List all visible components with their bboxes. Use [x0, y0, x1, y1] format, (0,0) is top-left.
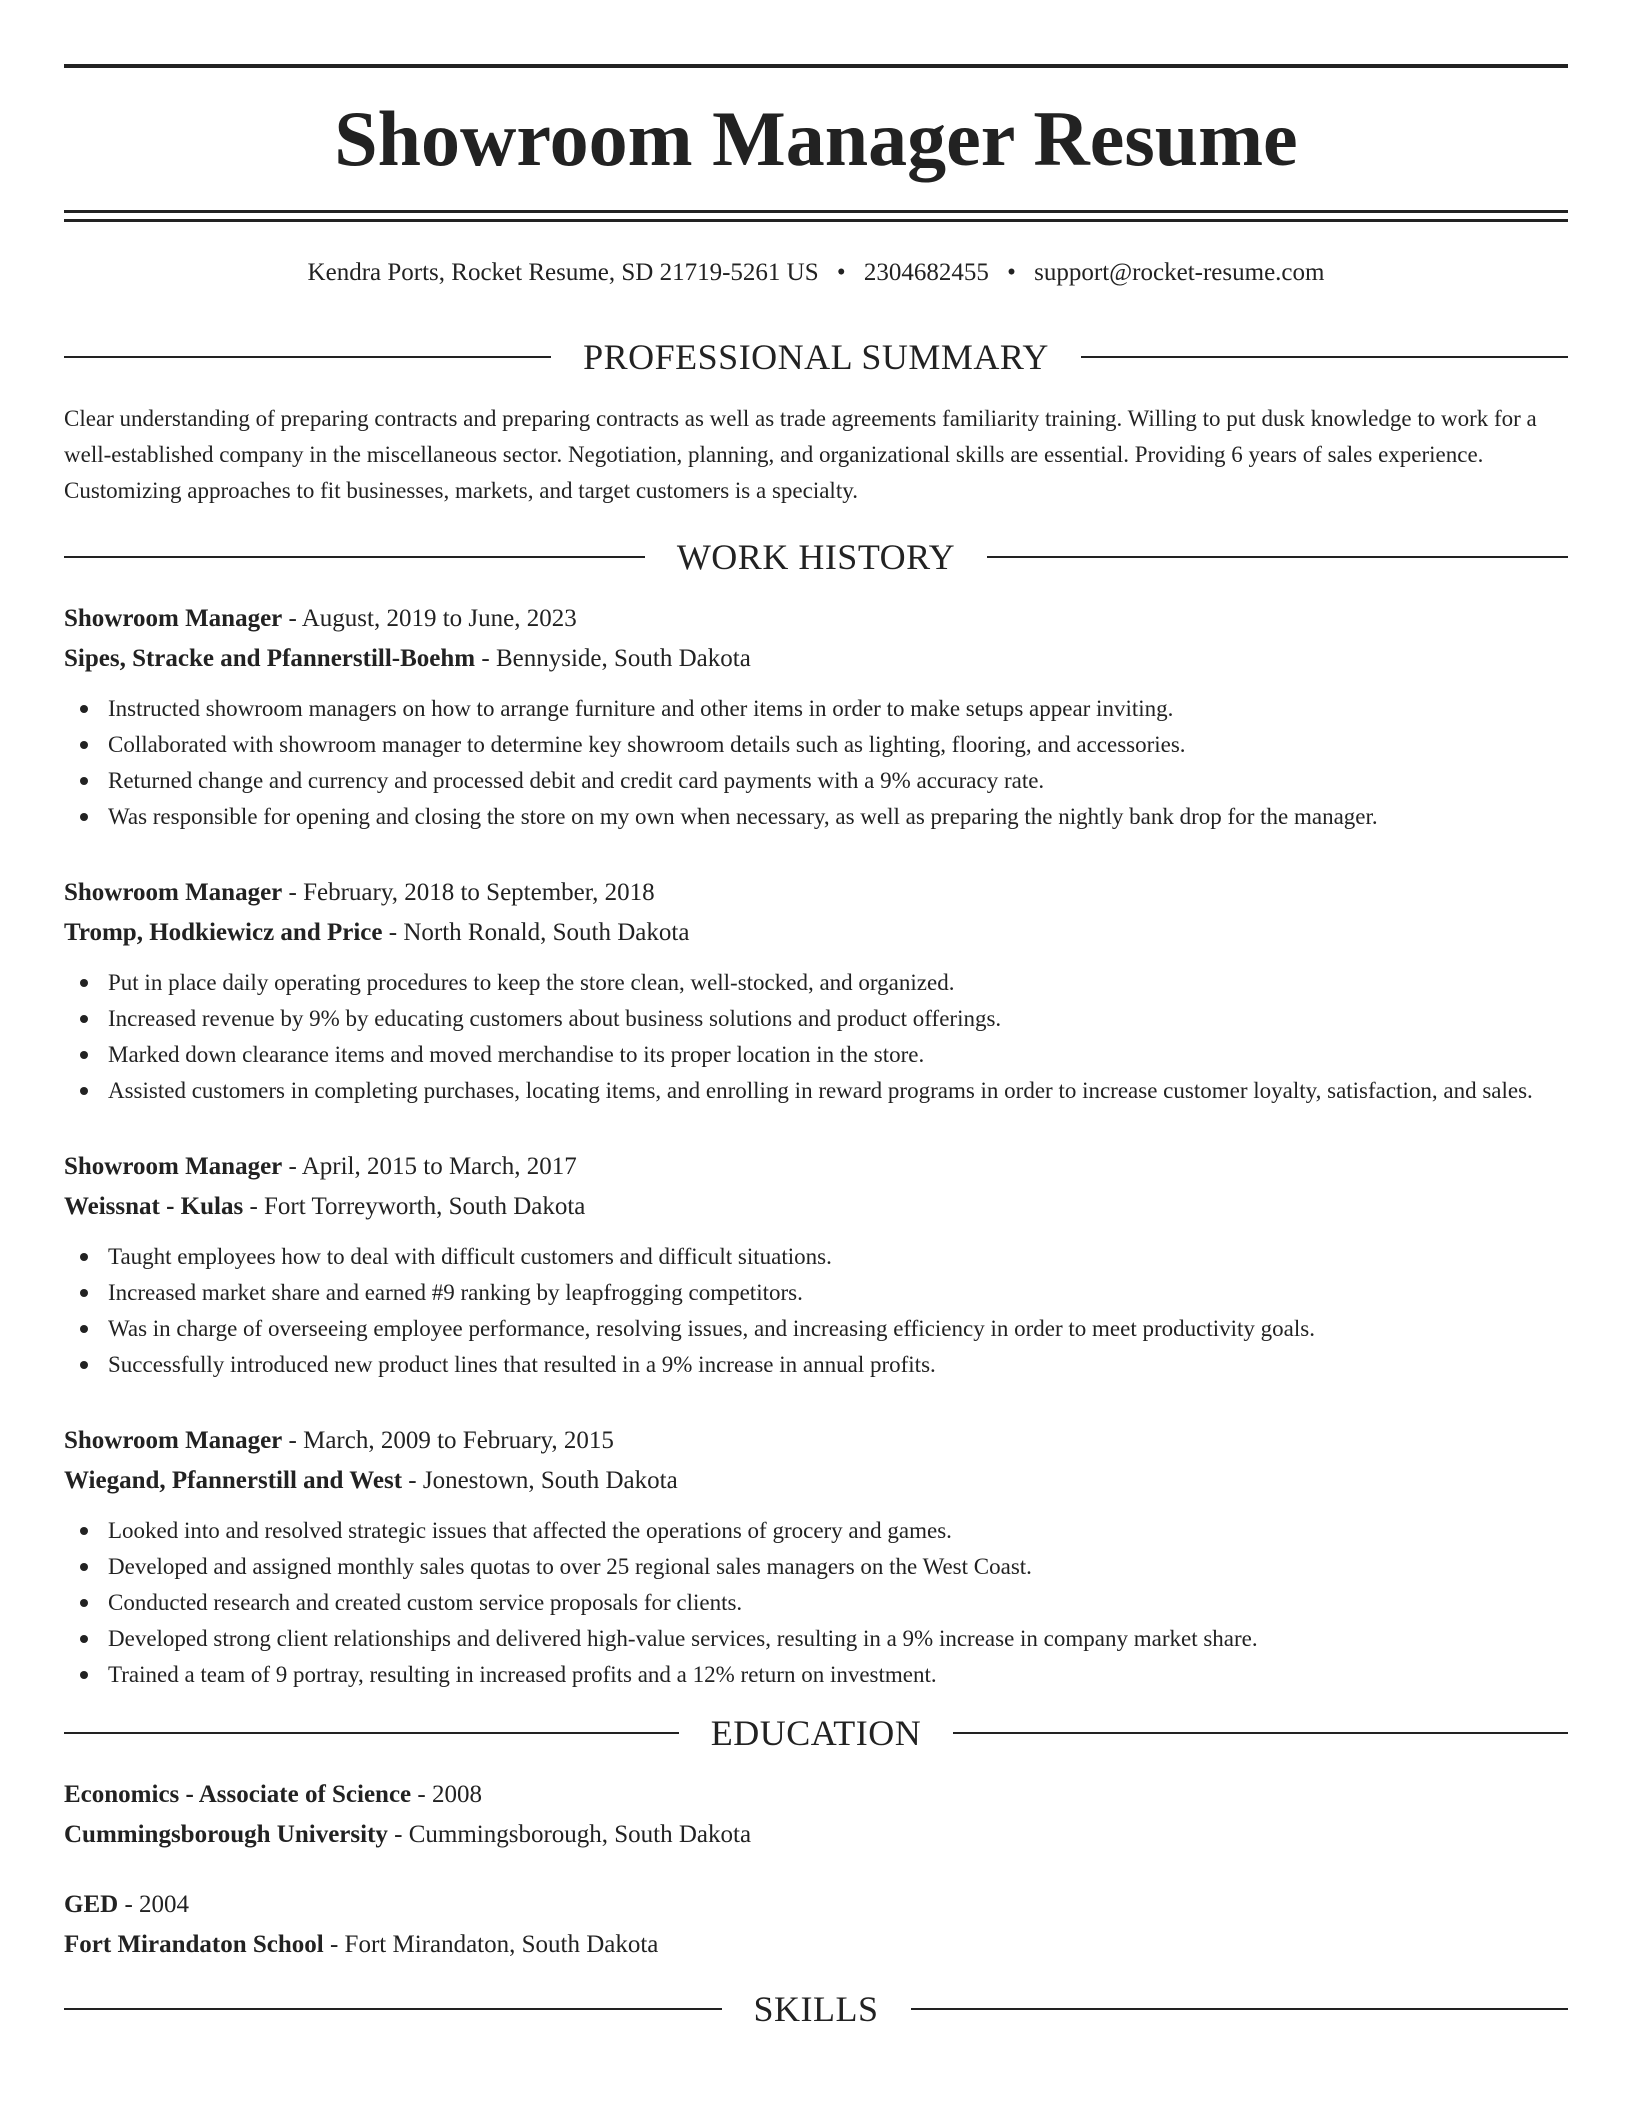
- job-bullets: [64, 1513, 1568, 1693]
- title-rule-bottom: [64, 219, 1568, 222]
- job-entry: [64, 1147, 1568, 1383]
- section-title: WORK HISTORY: [676, 537, 956, 577]
- education-entry: [64, 1885, 1568, 1965]
- list-item: Marked down clearance items and moved merchandise to its proper location in the store.: [64, 1037, 1568, 1073]
- job-location: - North Ronald, South Dakota: [388, 919, 690, 946]
- section-heading-work: [64, 539, 1568, 575]
- list-item: Increased market share and earned #9 ranking by leapfrogging competitors.: [64, 1275, 1568, 1311]
- job-bullets: [64, 965, 1568, 1109]
- list-item: Developed strong client relationships and delivered high-value services, resulting in a 9% increase in company market share.: [64, 1621, 1568, 1657]
- list-item: Trained a team of 9 portray, resulting in increased profits and a 12% return on investment.: [64, 1657, 1568, 1693]
- divider: [64, 356, 551, 358]
- section-title: EDUCATION: [710, 1713, 922, 1753]
- job-title: Showroom Manager: [64, 1427, 283, 1454]
- section-heading-summary: [64, 339, 1568, 375]
- section-heading-education: [64, 1715, 1568, 1751]
- job-company: Tromp, Hodkiewicz and Price: [64, 919, 383, 946]
- list-item: Was responsible for opening and closing the store on my own when necessary, as well as preparing the nightly bank drop for the manager.: [64, 799, 1568, 835]
- section-title: SKILLS: [753, 1989, 879, 2029]
- divider: [64, 2008, 722, 2010]
- work-list: [64, 599, 1568, 1693]
- contact-phone: 2304682455: [863, 259, 989, 286]
- list-item: Collaborated with showroom manager to determine key showroom details such as lighting, flooring, and accessories.: [64, 727, 1568, 763]
- job-entry: [64, 1421, 1568, 1693]
- job-title: Showroom Manager: [64, 605, 283, 632]
- job-entry: [64, 599, 1568, 835]
- job-dates: - April, 2015 to March, 2017: [288, 1153, 577, 1180]
- contact-line: [64, 260, 1568, 285]
- education-degree: Economics - Associate of Science: [64, 1781, 412, 1808]
- list-item: Conducted research and created custom service proposals for clients.: [64, 1585, 1568, 1621]
- education-location: - Fort Mirandaton, South Dakota: [329, 1931, 659, 1958]
- page-title: Showroom Manager Resume: [334, 95, 1298, 182]
- title-rule-top: [64, 210, 1568, 213]
- divider: [953, 1732, 1568, 1734]
- job-dates: - August, 2019 to June, 2023: [288, 605, 577, 632]
- education-entry: [64, 1775, 1568, 1855]
- job-location: - Fort Torreyworth, South Dakota: [249, 1193, 586, 1220]
- job-location: - Bennyside, South Dakota: [481, 645, 751, 672]
- education-school: Fort Mirandaton School: [64, 1931, 324, 1958]
- divider: [1081, 356, 1568, 358]
- education-degree: GED: [64, 1891, 119, 1918]
- section-heading-skills: [64, 1991, 1568, 2027]
- job-title: Showroom Manager: [64, 1153, 283, 1180]
- job-company: Weissnat - Kulas: [64, 1193, 244, 1220]
- list-item: Developed and assigned monthly sales quotas to over 25 regional sales managers on the West Coast.: [64, 1549, 1568, 1585]
- contact-separator: •: [836, 259, 846, 286]
- education-list: [64, 1775, 1568, 1965]
- resume-page: [64, 64, 1568, 2027]
- job-dates: - March, 2009 to February, 2015: [288, 1427, 614, 1454]
- education-year: - 2004: [124, 1891, 190, 1918]
- contact-separator: •: [1007, 259, 1016, 286]
- list-item: Returned change and currency and processed debit and credit card payments with a 9% accuracy rate.: [64, 763, 1568, 799]
- title-block: [64, 64, 1568, 222]
- education-year: - 2008: [417, 1781, 482, 1808]
- job-bullets: [64, 1239, 1568, 1383]
- list-item: Assisted customers in completing purchases, locating items, and enrolling in reward programs in order to increase customer loyalty, satisfaction, and sales.: [64, 1073, 1568, 1109]
- job-company: Wiegand, Pfannerstill and West: [64, 1467, 403, 1494]
- job-bullets: [64, 691, 1568, 835]
- job-entry: [64, 873, 1568, 1109]
- list-item: Looked into and resolved strategic issues that affected the operations of grocery and games.: [64, 1513, 1568, 1549]
- job-company: Sipes, Stracke and Pfannerstill-Boehm: [64, 645, 476, 672]
- list-item: Successfully introduced new product lines that resulted in a 9% increase in annual profits.: [64, 1347, 1568, 1383]
- divider: [911, 2008, 1569, 2010]
- contact-address: Kendra Ports, Rocket Resume, SD 21719-5261 US: [307, 259, 819, 286]
- divider: [64, 556, 645, 558]
- education-location: - Cummingsborough, South Dakota: [394, 1821, 752, 1848]
- divider: [987, 556, 1568, 558]
- list-item: Taught employees how to deal with difficult customers and difficult situations.: [64, 1239, 1568, 1275]
- section-title: PROFESSIONAL SUMMARY: [583, 337, 1049, 377]
- job-location: - Jonestown, South Dakota: [408, 1467, 678, 1494]
- list-item: Was in charge of overseeing employee performance, resolving issues, and increasing efficiency in order to meet productivity goals.: [64, 1311, 1568, 1347]
- contact-email: support@rocket-resume.com: [1034, 259, 1325, 286]
- summary-text: Clear understanding of preparing contracts and preparing contracts as well as trade agreements familiarity training. Willing to put dusk knowledge to work for a well-established company in the miscellaneous sector. Negotiation, planning, and organizational skills are essential. Providing 6 years of sales experience. Customizing approaches to fit businesses, markets, and target customers is a specialty.: [64, 406, 1537, 503]
- job-title: Showroom Manager: [64, 879, 283, 906]
- list-item: Increased revenue by 9% by educating customers about business solutions and product offerings.: [64, 1001, 1568, 1037]
- list-item: Put in place daily operating procedures to keep the store clean, well-stocked, and organized.: [64, 965, 1568, 1001]
- list-item: Instructed showroom managers on how to arrange furniture and other items in order to make setups appear inviting.: [64, 691, 1568, 727]
- job-dates: - February, 2018 to September, 2018: [288, 879, 655, 906]
- divider: [64, 1732, 679, 1734]
- education-school: Cummingsborough University: [64, 1821, 388, 1848]
